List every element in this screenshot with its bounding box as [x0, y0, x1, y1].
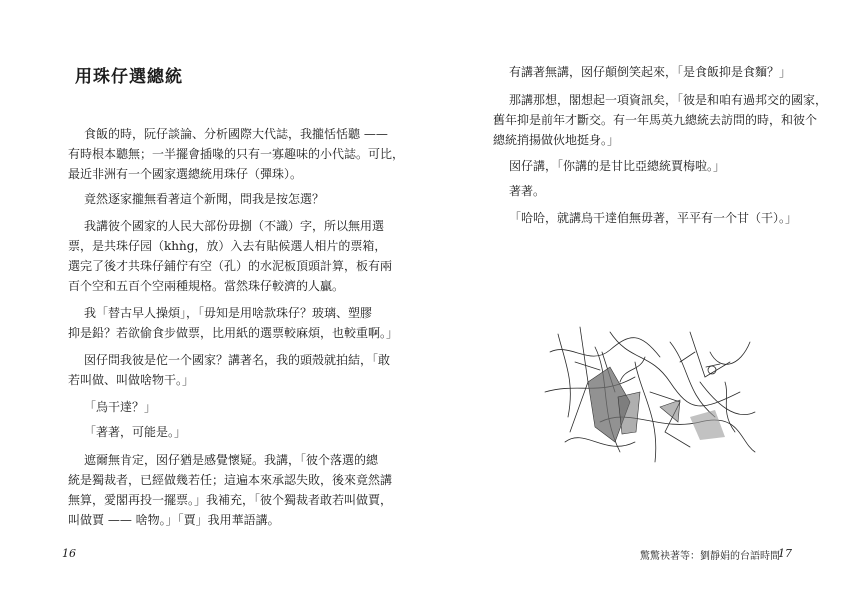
text-line: 「哈哈，就講烏干達㑑無毋著，平平有一个甘（干）。」 [509, 211, 798, 225]
chapter-title: 用珠仔選總統 [75, 67, 183, 87]
sketch-drawing [540, 322, 760, 467]
text-line: 無算，愛閣再投一擺票。」我補充，「彼个獨裁者敢若叫做賈， [68, 493, 393, 507]
text-line: 有講著無講，囡仔顛倒笑起來，「是食飯抑是食麵？」 [509, 65, 792, 79]
text-line: 百个空和五百个空兩種規格。當然珠仔較濟的人贏。 [68, 279, 345, 293]
text-line: 我「替古早人操煩」，「毋知是用啥款珠仔？玻璃、塑膠 [84, 306, 373, 320]
text-line: 著著。 [509, 184, 546, 198]
page-number: 16 [62, 547, 76, 560]
text-line: 統是獨裁者，已經做幾若任；這遍本來承認失敗，後來竟然講 [68, 473, 393, 487]
text-line: 囡仔問我彼是佗一个國家？講著名，我的頭殼就拍結，「敢 [84, 353, 391, 367]
text-line: 食飯的時，阮仔談論、分析國際大代誌，我攏恬恬聽 —— [84, 127, 388, 141]
text-line: 抑是鉛？若欲偷食步做票，比用紙的選票較麻煩，也較重啊。」 [68, 326, 399, 340]
text-line: 若叫做、叫做啥物干。」 [68, 373, 195, 387]
right-page [425, 0, 850, 603]
text-line: 有時根本聽無；一半擺會插喙的只有一寡趣味的小代誌。可比， [68, 147, 405, 161]
text-line: 票，是共珠仔园（khǹg，放）入去有貼候選人相片的票箱， [68, 239, 387, 253]
text-line: 叫做賈 —— 啥物。」「賈」我用華語講。 [68, 513, 280, 527]
text-line: 選完了後才共珠仔鋪佇有空（孔）的水泥板頂頭計算，板有兩 [68, 259, 393, 273]
text-line: 遮爾無肯定，囡仔猶是感覺懷疑。我講，「彼个落選的總 [84, 453, 379, 467]
text-line: 那講那想，閣想起一項資訊矣，「彼是和咱有過邦交的國家， [509, 93, 828, 107]
page-number: 17 [778, 547, 792, 560]
text-line: 竟然逐家攏無看著這个新聞，問我是按怎選？ [84, 192, 325, 206]
text-line: 總統捎揚做伙地挺身。」 [493, 133, 620, 147]
text-line: 囡仔講，「你講的是甘比亞總統賈梅啦。」 [509, 159, 726, 173]
text-line: 最近非洲有一个國家選總統用珠仔（彈珠）。 [68, 167, 303, 181]
text-line: 舊年抑是前年才斷交。有一年馬英九總統去訪問的時，和彼个 [493, 113, 818, 127]
running-head: 驚驚袂著等：劉靜娟的台語時間 [640, 551, 780, 562]
text-line: 我講彼个國家的人民大部份毋捌（不識）字，所以無用選 [84, 219, 385, 233]
text-line: 「烏干達？」 [84, 400, 157, 414]
text-line: 「著著，可能是。」 [84, 425, 187, 439]
